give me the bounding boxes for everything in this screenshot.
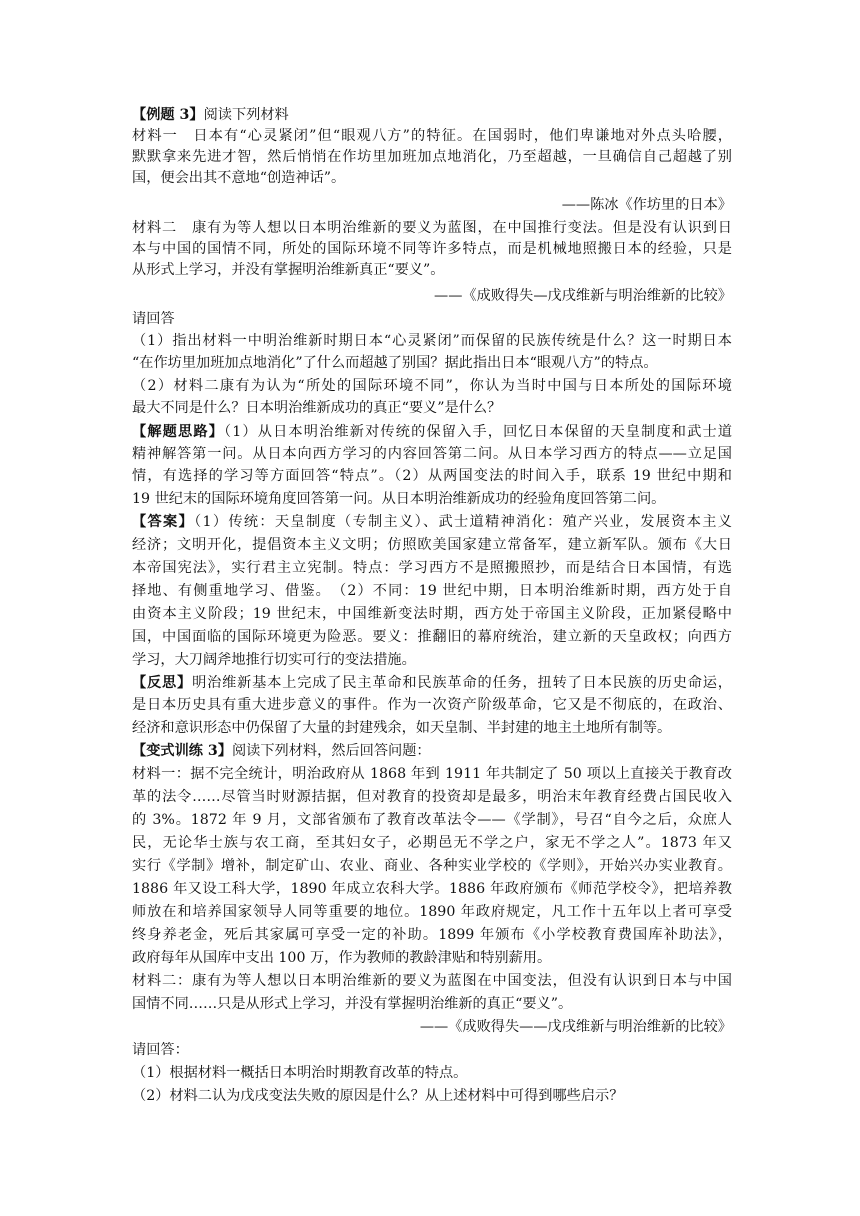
question-line: （1）根据材料一概括日本明治时期教育改革的特点。: [132, 1065, 468, 1081]
section-label: 【反思】: [132, 675, 193, 691]
question-line: （2）材料二认为戊戌变法失败的原因是什么？从上述材料中可得到哪些启示？: [132, 1088, 624, 1104]
material-two-line: 从形式上学习，并没有掌握明治维新真正“要义”。: [132, 262, 445, 278]
material-two-line: 材料二 康有为等人想以日本明治维新的要义为蓝图，在中国推行变法。但是没有认识到日: [132, 220, 732, 236]
variant-material-one-line: 实行《学制》增补，制定矿山、农业、商业、各种实业学校的《学则》，开始兴办实业教育。: [132, 858, 732, 874]
question-prompt: 请回答：: [132, 1042, 189, 1058]
section-label: 【解题思路】: [132, 424, 225, 440]
citation: ——陈冰《作坊里的日本》: [561, 197, 732, 213]
section-label: 【例题 3】: [132, 107, 204, 123]
variant-material-one-line: 的 3%。1872 年 9 月，文部省颁布了教育改革法令——《学制》，号召“自今之后，众庶人: [132, 812, 732, 828]
variant-material-one-line: 革的法令……尽管当时财源拮据，但对教育的投资却是最多，明治末年教育经费占国民收入: [132, 789, 732, 805]
reflection-line: 是日本历史具有重大进步意义的事件。作为一次资产阶级革命，它又是不彻底的，在政治、: [132, 697, 732, 713]
answer-line: 由资本主义阶段；19 世纪末，中国维新变法时期，西方处于帝国主义阶段，正加紧侵略中: [132, 606, 732, 622]
reflection-line: 【反思】明治维新基本上完成了民主革命和民族革命的任务，扭转了日本民族的历史命运，: [132, 675, 732, 691]
answer-line: 学习，大刀阔斧地推行切实可行的变法措施。: [132, 652, 416, 668]
variant-material-two-line: 国情不同……只是从形式上学习，并没有掌握明治维新的真正“要义”。: [132, 996, 573, 1012]
answer-line: 经济；文明开化，提倡资本主义文明；仿照欧美国家建立常备军，建立新军队。颁布《大日: [132, 537, 732, 553]
material-two-line: 本与中国的国情不同，所处的国际环境不同等许多特点，而是机械地照搬日本的经验，只是: [132, 241, 732, 257]
citation: ——《成败得失—戊戌维新与明治维新的比较》: [434, 288, 732, 304]
answer-line: 择地、有侧重地学习、借鉴。 （2）不同：19 世纪中期，日本明治维新时期，西方处于自: [132, 583, 732, 599]
variant-material-one-line: 政府每年从国库中支出 100 万，作为教师的教龄津贴和特别薪用。: [132, 950, 552, 966]
material-one-line: 国，便会出其不意地“创造神话”。: [132, 170, 346, 186]
solution-line: 精神解答第一问。从日本向西方学习的内容回答第二问。从日本学习西方的特点——立足国: [132, 446, 732, 462]
section-label: 【答案】: [132, 514, 195, 530]
question-line: “在作坊里加班加点地消化”了什么而超越了别国？据此指出日本“眼观八方”的特点。: [132, 355, 658, 371]
question-line: （1）指出材料一中明治维新时期日本“心灵紧闭”而保留的民族传统是什么？这一时期日本: [132, 333, 732, 349]
variant-material-one-line: 材料一：据不完全统计，明治政府从 1868 年到 1911 年共制定了 50 项以上直接关于教育改: [132, 766, 732, 782]
solution-line: 19 世纪末的国际环境角度回答第一问。从日本明治维新成功的经验角度回答第二问。: [132, 491, 666, 507]
material-one-line: 材料一 日本有“心灵紧闭”但“眼观八方”的特征。在国弱时，他们卑谦地对外点头哈腰，: [132, 128, 732, 144]
question-line: 最大不同是什么？日本明治维新成功的真正“要义”是什么？: [132, 400, 502, 416]
variant-material-two-line: 材料二：康有为等人想以日本明治维新的要义为蓝图在中国变法，但没有认识到日本与中国: [132, 973, 732, 989]
example-heading: 【例题 3】阅读下列材料: [132, 107, 289, 123]
citation: ——《成败得失——戊戌维新与明治维新的比较》: [419, 1019, 732, 1035]
answer-line: 【答案】（1）传统：天皇制度（专制主义）、武士道精神消化：殖产兴业，发展资本主义: [132, 514, 732, 530]
variant-material-one-line: 1886 年又设工科大学，1890 年成立农科大学。1886 年政府颁布《师范学校令》，把培养教: [132, 881, 732, 897]
solution-line: 情，有选择的学习等方面回答“特点”。（2）从两国变法的时间入手，联系 19 世纪中期和: [132, 468, 732, 484]
reflection-line: 经济和意识形态中仍保留了大量的封建残余，如天皇制、半封建的地主土地所有制等。: [132, 720, 672, 736]
variant-material-one-line: 终身养老金，死后其家属可享受一定的补助。1899 年颁布《小学校教育费国库补助法》，: [132, 927, 732, 943]
variant-material-one-line: 师放在和培养国家领导人同等重要的地位。1890 年政府规定，凡工作十五年以上者可享受: [132, 904, 732, 920]
answer-line: 本帝国宪法》，实行君主立宪制。特点：学习西方不是照搬照抄，而是结合日本国情，有选: [132, 560, 732, 576]
material-one-line: 默默拿来先进才智，然后悄悄在作坊里加班加点地消化，乃至超越，一旦确信自己超越了别: [132, 149, 732, 165]
variant-material-one-line: 民，无论华士族与农工商，至其妇女子，必期邑无不学之户，家无不学之人”。1873 年又: [132, 835, 732, 851]
question-line: （2）材料二康有为认为“所处的国际环境不同”，你认为当时中国与日本所处的国际环境: [132, 378, 732, 394]
variant-heading: 【变式训练 3】阅读下列材料，然后回答问题：: [132, 743, 431, 759]
solution-line: 【解题思路】（1）从日本明治维新对传统的保留入手，回忆日本保留的天皇制度和武士道: [132, 424, 732, 440]
question-prompt: 请回答: [132, 311, 175, 327]
section-label: 【变式训练 3】: [132, 743, 232, 759]
answer-line: 国，中国面临的国际环境更为险恶。要义：推翻旧的幕府统治，建立新的天皇政权；向西方: [132, 629, 732, 645]
